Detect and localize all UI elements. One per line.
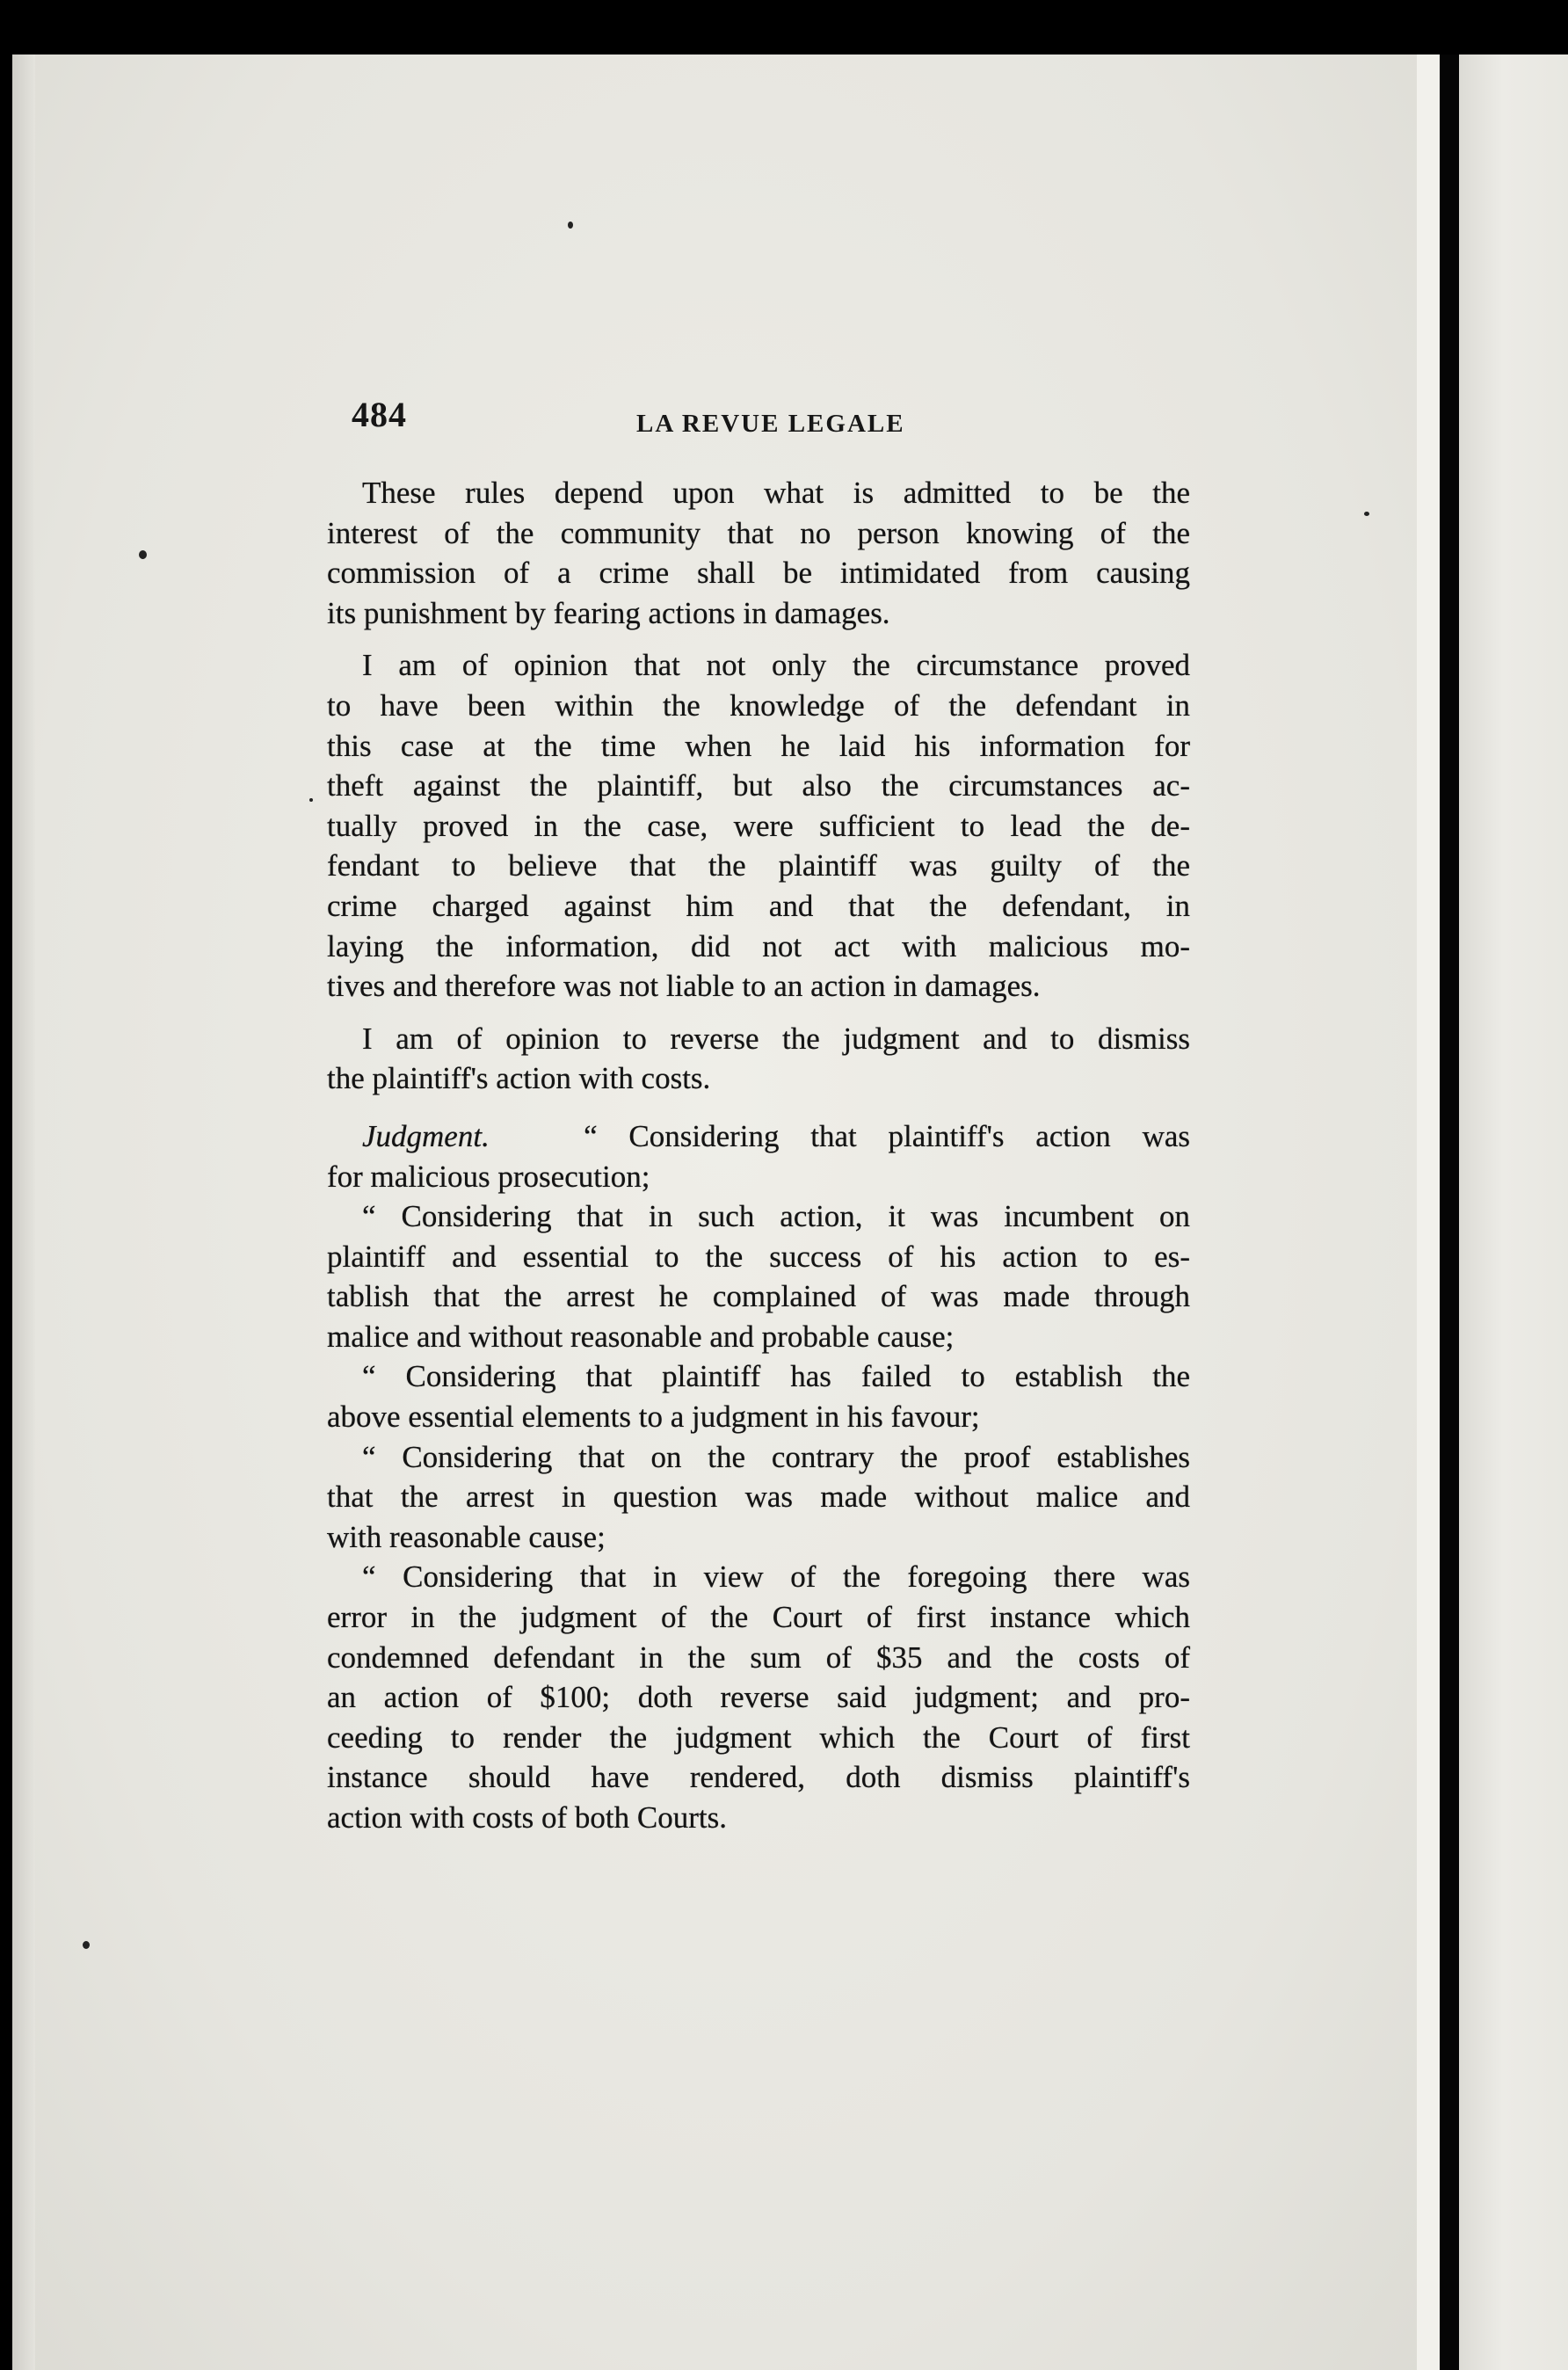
page-header (352, 394, 1187, 447)
judgment-line: “ Considering that plaintiff has failed to establish the (362, 1359, 1190, 1394)
page-left-edge (12, 55, 35, 2370)
dust-speck (309, 798, 313, 802)
text-line: I am of opinion that not only the circumstance proved (362, 648, 1190, 683)
text-line: laying the information, did not act with malicious mo- (327, 928, 1190, 963)
judgment-line: “ Considering that on the contrary the proof establishes (362, 1439, 1190, 1474)
text-line: tives and therefore was not liable to an action in damages. (327, 969, 1041, 1004)
text-line: the plaintiff's action with costs. (327, 1061, 711, 1096)
page-number: 484 (352, 395, 407, 434)
dust-speck (83, 1941, 90, 1949)
judgment-line: malice and without reasonable and probable cause; (327, 1319, 955, 1354)
text-line: theft against the plaintiff, but also the circumstances ac- (327, 768, 1190, 803)
judgment-label: Judgment. (362, 1118, 490, 1153)
text-line: These rules depend upon what is admitted to be the (362, 476, 1190, 510)
judgment-line: that the arrest in question was made without malice and (327, 1479, 1190, 1515)
text-line: commission of a crime shall be intimidated from causing (327, 556, 1190, 591)
judgment-line: tablish that the arrest he complained of was made through (327, 1279, 1190, 1314)
page-right-margin (1417, 55, 1440, 2370)
judgment-first-line-text: “ Considering that plaintiff's action was (552, 1118, 1190, 1153)
judgment-line: an action of $100; doth reverse said judgment; and pro- (327, 1680, 1190, 1715)
judgment-line: “ Considering that in view of the foregoing there was (362, 1559, 1190, 1595)
body-text (327, 473, 1190, 1838)
judgment-line: above essential elements to a judgment in his favour; (327, 1399, 980, 1435)
opinion-paragraph (327, 645, 1190, 1006)
judgment-line: error in the judgment of the Court of first instance which (327, 1600, 1190, 1635)
running-head: LA REVUE LEGALE (636, 410, 905, 438)
judgment-line: “ Considering that in such action, it was incumbent on (362, 1199, 1190, 1234)
text-line: tually proved in the case, were sufficient to lead the de- (327, 808, 1190, 843)
dust-speck (1364, 512, 1369, 516)
opinion-paragraph (327, 473, 1190, 633)
text-line: to have been within the knowledge of the defendant in (327, 687, 1190, 723)
text-line: this case at the time when he laid his information for (327, 728, 1190, 763)
dust-speck (568, 222, 573, 229)
text-line: fendant to believe that the plaintiff was guilty of the (327, 848, 1190, 883)
text-line: interest of the community that no person knowing of the (327, 515, 1190, 550)
judgment-first-line (327, 1116, 1190, 1157)
judgment-line: condemned defendant in the sum of $35 and the costs of (327, 1639, 1190, 1675)
binding-shadow (1440, 55, 1459, 2370)
opinion-paragraph (327, 1019, 1190, 1099)
judgment-line: for malicious prosecution; (327, 1159, 650, 1194)
text-line: its punishment by fearing actions in damages. (327, 595, 890, 630)
judgment-line: ceeding to render the judgment which the Court of first (327, 1719, 1190, 1755)
judgment-section (327, 1116, 1190, 1838)
text-line: crime charged against him and that the defendant, in (327, 888, 1190, 923)
judgment-line: plaintiff and essential to the success of his action to es- (327, 1239, 1190, 1274)
judgment-line: instance should have rendered, doth dismiss plaintiff's (327, 1760, 1190, 1795)
judgment-line: with reasonable cause; (327, 1519, 606, 1554)
text-line: I am of opinion to reverse the judgment and to dismiss (362, 1021, 1190, 1056)
judgment-line: action with costs of both Courts. (327, 1800, 727, 1835)
facing-page-edge (1459, 55, 1568, 2370)
dust-speck (139, 550, 147, 559)
